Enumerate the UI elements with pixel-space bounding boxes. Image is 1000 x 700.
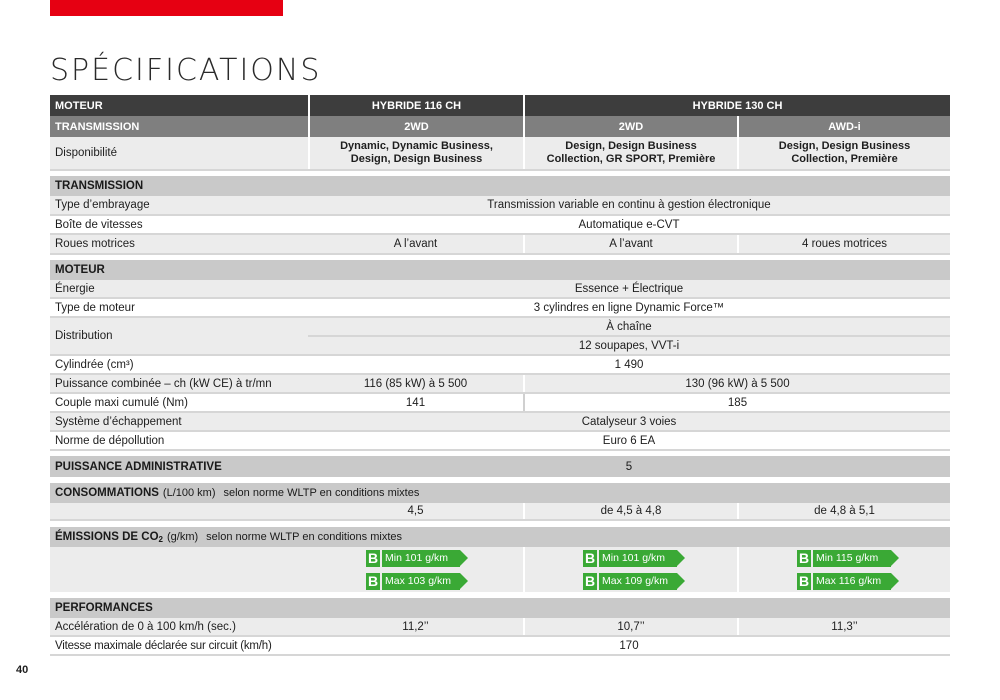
section-emissions-title (50, 527, 950, 547)
co2-badge-min: B Min 101 g/km (366, 550, 460, 567)
section-consommations (50, 483, 950, 503)
section-performances-title: PERFORMANCES (50, 598, 950, 618)
section-puissance-admin (50, 456, 950, 477)
spec-row (50, 503, 950, 521)
energy-value: Essence + Électrique (308, 280, 950, 297)
gearbox-value: Automatique e-CVT (308, 216, 950, 233)
emissions-badges-row (50, 547, 950, 592)
fiscal-power-value: 5 (308, 456, 950, 477)
consumption-title: CONSOMMATIONS (55, 487, 159, 499)
section-moteur-title: MOTEUR (50, 260, 950, 280)
availability-3: Design, Design Business Collection, Première (737, 137, 950, 169)
spec-row (50, 299, 950, 318)
spec-row (50, 280, 950, 299)
acceleration-value-3: 11,3’’ (737, 618, 950, 635)
spec-row (50, 618, 950, 637)
co2-badge-max: B Max 116 g/km (797, 573, 891, 590)
top-speed-value: 170 (308, 637, 950, 654)
availability-label: Disponibilité (50, 137, 308, 169)
header-engine-row (50, 95, 950, 116)
consumption-value-2: de 4,5 à 4,8 (523, 503, 737, 519)
clutch-label: Type d’embrayage (50, 196, 308, 214)
engine-type-value: 3 cylindres en ligne Dynamic Force™ (308, 299, 950, 316)
emission-standard-label: Norme de dépollution (50, 432, 308, 449)
spec-row (50, 356, 950, 375)
torque-label: Couple maxi cumulé (Nm) (50, 394, 308, 411)
availability-2: Design, Design Business Collection, GR SPORT, Première (523, 137, 737, 169)
acceleration-value-2: 10,7’’ (523, 618, 737, 635)
emissions-empty-label (50, 547, 308, 592)
emissions-col-2 (523, 547, 737, 592)
spec-row (50, 432, 950, 451)
header-transmission-2: 2WD (523, 116, 737, 137)
displacement-label: Cylindrée (cm³) (50, 356, 308, 373)
spec-row (50, 413, 950, 432)
consumption-unit: (L/100 km) (162, 487, 216, 499)
power-value-130: 130 (96 kW) à 5 500 (523, 375, 950, 392)
displacement-value: 1 490 (308, 356, 950, 373)
engine-type-label: Type de moteur (50, 299, 308, 316)
gearbox-label: Boîte de vitesses (50, 216, 308, 233)
spec-row (50, 637, 950, 656)
drive-wheels-label: Roues motrices (50, 235, 308, 253)
top-speed-label: Vitesse maximale déclarée sur circuit (km/h) (50, 637, 308, 654)
spec-row (50, 318, 950, 356)
consumption-value-1: 4,5 (308, 503, 523, 519)
distribution-value-2: 12 soupapes, VVT-i (308, 337, 950, 356)
co2-badge-max: B Max 109 g/km (583, 573, 677, 590)
emissions-col-1 (308, 547, 523, 592)
exhaust-value: Catalyseur 3 voies (308, 413, 950, 430)
torque-value-130: 185 (523, 394, 950, 411)
drive-wheels-2: A l’avant (523, 235, 737, 253)
emissions-col-3 (737, 547, 950, 592)
spec-row (50, 216, 950, 235)
page-number: 40 (16, 664, 29, 676)
spec-row (50, 375, 950, 394)
section-emissions (50, 527, 950, 547)
header-transmission-row (50, 116, 950, 137)
section-consumption-title (50, 483, 950, 503)
header-hybride-130: HYBRIDE 130 CH (523, 95, 950, 116)
section-transmission (50, 176, 950, 196)
header-transmission-label: TRANSMISSION (50, 116, 308, 137)
acceleration-label: Accélération de 0 à 100 km/h (sec.) (50, 618, 308, 635)
distribution-value-1: À chaîne (308, 318, 950, 337)
section-performances (50, 598, 950, 618)
spec-row (50, 235, 950, 255)
drive-wheels-1: A l’avant (308, 235, 523, 253)
consumption-empty-label (50, 503, 308, 519)
distribution-label: Distribution (50, 318, 308, 356)
acceleration-value-1: 11,2’’ (308, 618, 523, 635)
clutch-value: Transmission variable en continu à gestion électronique (308, 196, 950, 214)
section-transmission-title: TRANSMISSION (50, 176, 950, 196)
accent-bar (50, 0, 283, 16)
header-hybride-116: HYBRIDE 116 CH (308, 95, 523, 116)
spec-row (50, 196, 950, 216)
power-value-116: 116 (85 kW) à 5 500 (308, 375, 523, 392)
power-label: Puissance combinée – ch (kW CE) à tr/mn (50, 375, 308, 392)
co2-badge-min: B Min 101 g/km (583, 550, 677, 567)
fiscal-power-label: PUISSANCE ADMINISTRATIVE (50, 456, 308, 477)
page-title: SPÉCIFICATIONS (50, 53, 322, 88)
header-transmission-1: 2WD (308, 116, 523, 137)
availability-row (50, 137, 950, 171)
torque-value-116: 141 (308, 394, 523, 411)
consumption-note: selon norme WLTP en conditions mixtes (223, 487, 420, 499)
availability-1: Dynamic, Dynamic Business, Design, Design Business (308, 137, 523, 169)
section-moteur (50, 260, 950, 280)
emissions-title: ÉMISSIONS DE $CO_2$ (55, 530, 163, 544)
co2-badge-min: B Min 115 g/km (797, 550, 891, 567)
distribution-values (308, 318, 950, 356)
co2-badge-max: B Max 103 g/km (366, 573, 460, 590)
header-moteur-label: MOTEUR (50, 95, 308, 116)
emissions-unit: (g/km) (166, 531, 199, 543)
consumption-value-3: de 4,8 à 5,1 (737, 503, 950, 519)
drive-wheels-3: 4 roues motrices (737, 235, 950, 253)
energy-label: Énergie (50, 280, 308, 297)
emissions-note: selon norme WLTP en conditions mixtes (206, 531, 403, 543)
spec-row (50, 394, 950, 413)
exhaust-label: Système d’échappement (50, 413, 308, 430)
header-transmission-3: AWD-i (737, 116, 950, 137)
emission-standard-value: Euro 6 EA (308, 432, 950, 449)
